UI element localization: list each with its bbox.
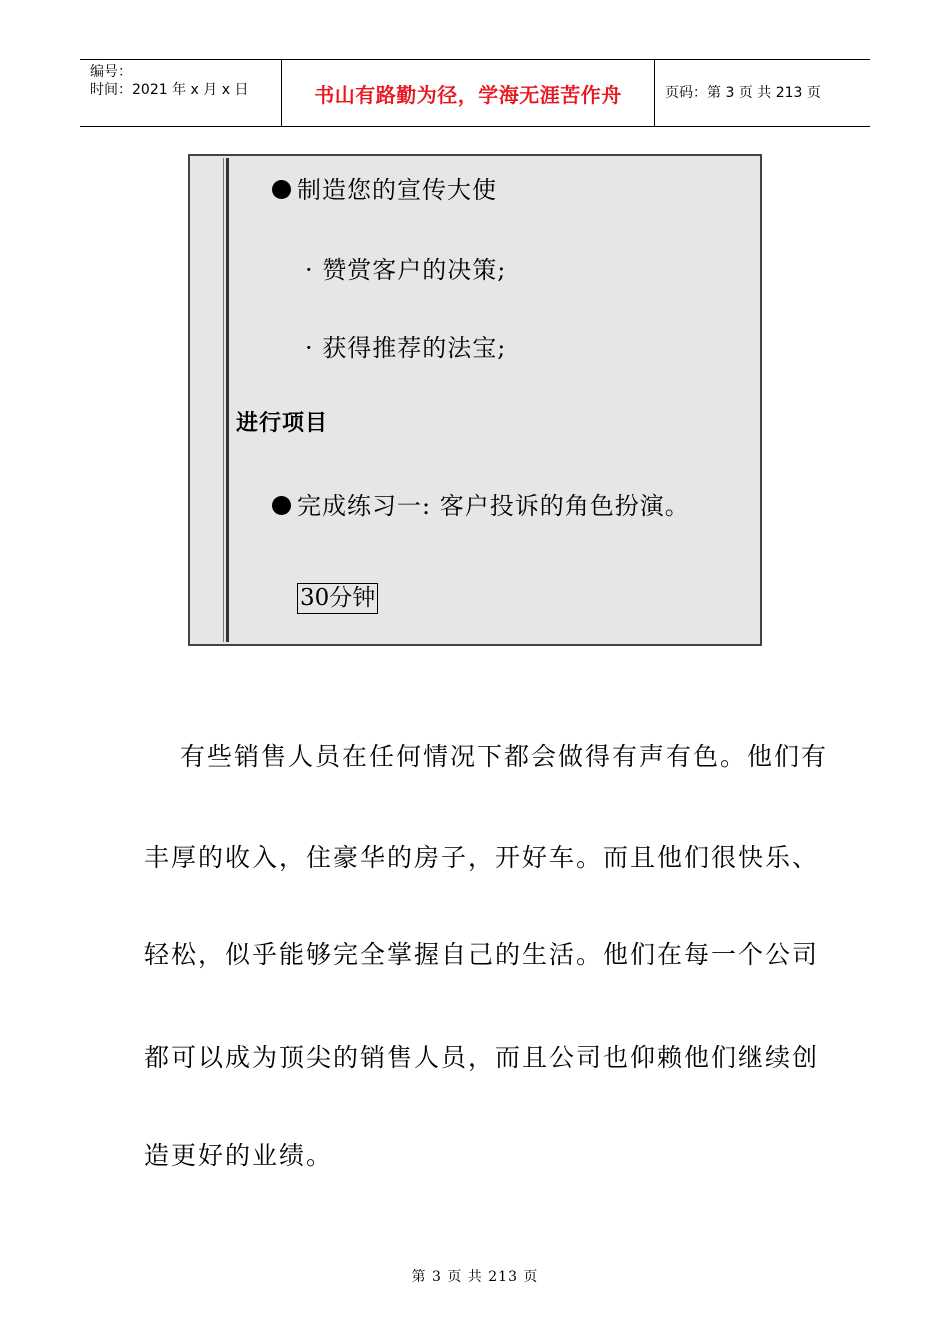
paragraph-line-5: 造更好的业绩。	[144, 1141, 334, 1170]
paragraph-line-4: 都可以成为顶尖的销售人员，而且公司也仰赖他们继续创	[144, 1043, 820, 1072]
bullet-text: 制造您的宣传大使	[297, 176, 497, 204]
page-header	[80, 59, 870, 127]
page-footer: 第 3 页 共 213 页	[411, 1269, 539, 1285]
bullet-item-exercise	[272, 486, 690, 521]
paragraph-line-2: 丰厚的收入，住豪华的房子，开好车。而且他们很快乐、	[144, 843, 820, 872]
date-label: 时间：2021 年 x 月 x 日	[90, 82, 249, 98]
bullet-icon	[272, 180, 291, 199]
bullet-item-ambassador	[272, 170, 497, 205]
paragraph-line-3: 轻松，似乎能够完全掌握自己的生活。他们在每一个公司	[144, 940, 820, 969]
bullet-text: 完成练习一: 客户投诉的角色扮演。	[297, 492, 690, 520]
header-page-cell	[655, 60, 870, 126]
content-box	[188, 154, 762, 646]
duration-tag: 30分钟	[297, 583, 378, 614]
box-divider-thin	[223, 158, 224, 642]
box-divider	[226, 158, 229, 642]
page-label: 页码：第 3 页 共 213 页	[665, 84, 821, 101]
motto: 书山有路勤为径，学海无涯苦作舟	[314, 82, 622, 107]
sub-item-referral: · 获得推荐的法宝;	[305, 334, 507, 362]
header-meta	[80, 60, 281, 126]
section-title: 进行项目	[236, 411, 329, 436]
number-label: 编号：	[90, 64, 132, 80]
bullet-icon	[272, 496, 291, 515]
header-motto-cell	[281, 60, 655, 126]
paragraph-line-1: 有些销售人员在任何情况下都会做得有声有色。他们有	[180, 742, 829, 771]
sub-item-praise: · 赞赏客户的决策;	[305, 256, 507, 284]
